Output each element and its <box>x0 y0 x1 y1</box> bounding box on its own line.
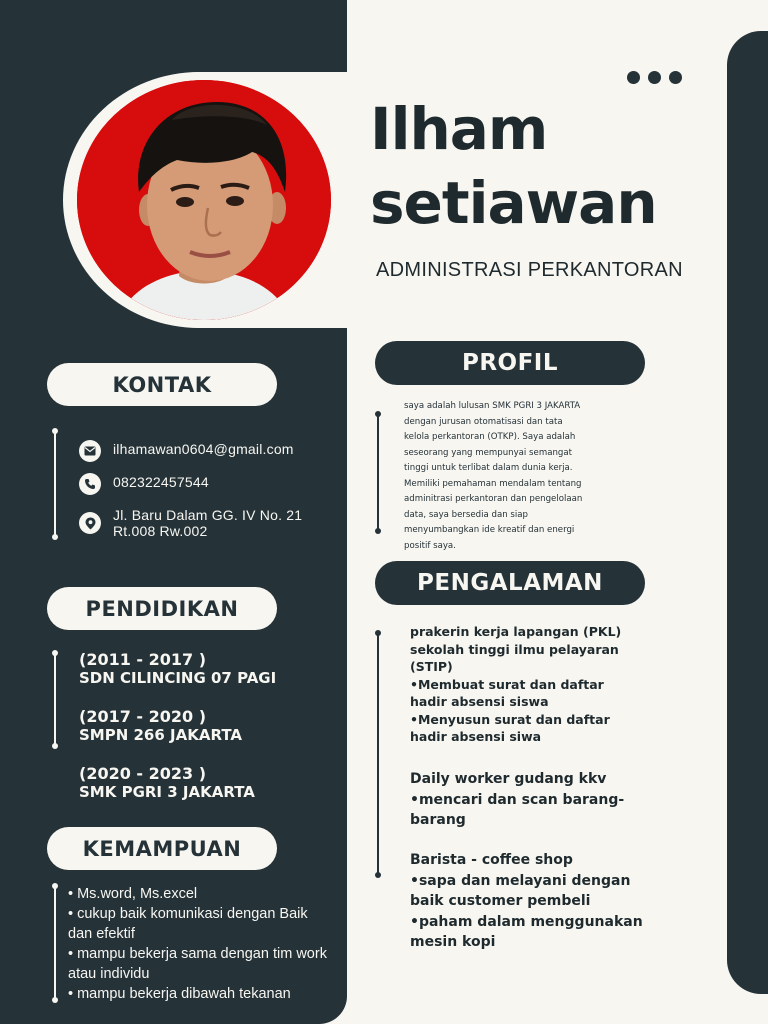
contact-email: ilhamawan0604@gmail.com <box>113 441 294 457</box>
contact-phone: 082322457544 <box>113 474 209 490</box>
job-title: ADMINISTRASI PERKANTORAN <box>376 259 683 281</box>
skill-item: • mampu bekerja sama dengan tim work atau individu <box>68 946 327 982</box>
experience-line: Daily worker gudang kkv <box>410 771 607 787</box>
more-options-dots <box>627 71 682 84</box>
experience-line: prakerin kerja lapangan (PKL) <box>410 624 622 639</box>
profile-line: Memiliki pemahaman mendalam tentang <box>404 478 582 489</box>
contact-address-line2: Rt.008 Rw.002 <box>113 523 208 539</box>
section-header-kontak: KONTAK <box>47 363 277 406</box>
education-entry <box>79 650 276 688</box>
experience-line: •sapa dan melayani dengan <box>410 872 631 889</box>
skill-item: • mampu bekerja dibawah tekanan <box>68 986 291 1002</box>
education-school: SDN CILINCING 07 PAGI <box>79 669 277 687</box>
skills-list <box>68 884 333 1004</box>
contact-phone-row <box>79 473 209 495</box>
experience-entry <box>410 850 650 953</box>
name-last: setiawan <box>370 169 657 237</box>
experience-line: •Menyusun surat dan daftar <box>410 711 610 727</box>
education-entry <box>79 707 242 745</box>
profile-line: dengan jurusan otomatisasi dan tata <box>404 416 563 427</box>
experience-line: hadir absensi siswa <box>410 694 549 709</box>
experience-line: Barista - coffee shop <box>410 852 573 868</box>
kontak-timeline-line <box>54 431 56 537</box>
experience-line: barang <box>410 812 466 828</box>
section-header-profil: PROFIL <box>375 341 645 385</box>
kemampuan-timeline-line <box>54 886 56 1000</box>
education-years: (2011 - 2017 ) <box>79 650 207 669</box>
profile-line: seseorang yang mempunyai semangat <box>404 447 572 458</box>
profile-summary <box>404 399 604 554</box>
right-decorative-bar <box>727 31 768 994</box>
experience-line: •paham dalam menggunakan <box>410 913 643 930</box>
contact-email-row <box>79 440 294 462</box>
contact-address-row <box>79 507 302 539</box>
skill-item: • cukup baik komunikasi dengan Baik dan efektif <box>68 906 308 942</box>
experience-entry <box>410 623 650 746</box>
pengalaman-timeline-line <box>377 633 379 875</box>
person-name <box>370 92 720 240</box>
skill-item: • Ms.word, Ms.excel <box>68 886 198 902</box>
education-years: (2020 - 2023 ) <box>79 764 207 783</box>
phone-icon <box>79 473 101 495</box>
profile-line: kelola perkantoran (OTKP). Saya adalah <box>404 432 576 442</box>
education-school: SMK PGRI 3 JAKARTA <box>79 783 255 801</box>
profile-line: positif saya. <box>404 540 456 551</box>
profil-timeline-line <box>377 414 379 531</box>
dot <box>627 71 640 84</box>
education-entry <box>79 764 255 802</box>
profile-line: adminitrasi perkantoran dan pengelolaan <box>404 494 583 504</box>
dot <box>648 71 661 84</box>
profile-photo <box>77 80 331 320</box>
section-header-kemampuan: KEMAMPUAN <box>47 827 277 870</box>
experience-line: baik customer pembeli <box>410 893 591 909</box>
experience-entry <box>410 769 650 831</box>
experience-line: •Membuat surat dan daftar <box>410 676 604 692</box>
experience-line: (STIP) <box>410 659 453 674</box>
mail-icon <box>79 440 101 462</box>
experience-line: mesin kopi <box>410 934 496 950</box>
person-portrait-image <box>77 80 331 320</box>
profile-line: menyumbangkan ide kreatif dan energi <box>404 525 575 535</box>
pendidikan-timeline-line <box>54 653 56 746</box>
profile-line: tinggi untuk terlibat dalam dunia kerja. <box>404 463 573 473</box>
section-header-pengalaman: PENGALAMAN <box>375 561 645 605</box>
education-years: (2017 - 2020 ) <box>79 707 207 726</box>
section-header-pendidikan: PENDIDIKAN <box>47 587 277 630</box>
experience-line: hadir absensi siwa <box>410 729 542 744</box>
location-pin-icon <box>79 512 101 534</box>
experience-line: sekolah tinggi ilmu pelayaran <box>410 641 619 657</box>
profile-line: saya adalah lulusan SMK PGRI 3 JAKARTA <box>404 401 581 411</box>
name-first: Ilham <box>370 95 548 163</box>
education-school: SMPN 266 JAKARTA <box>79 726 243 744</box>
experience-line: •mencari dan scan barang- <box>410 791 625 808</box>
profile-line: data, saya bersedia dan siap <box>404 509 529 520</box>
contact-address-line1: Jl. Baru Dalam GG. IV No. 21 <box>113 507 303 523</box>
dot <box>669 71 682 84</box>
